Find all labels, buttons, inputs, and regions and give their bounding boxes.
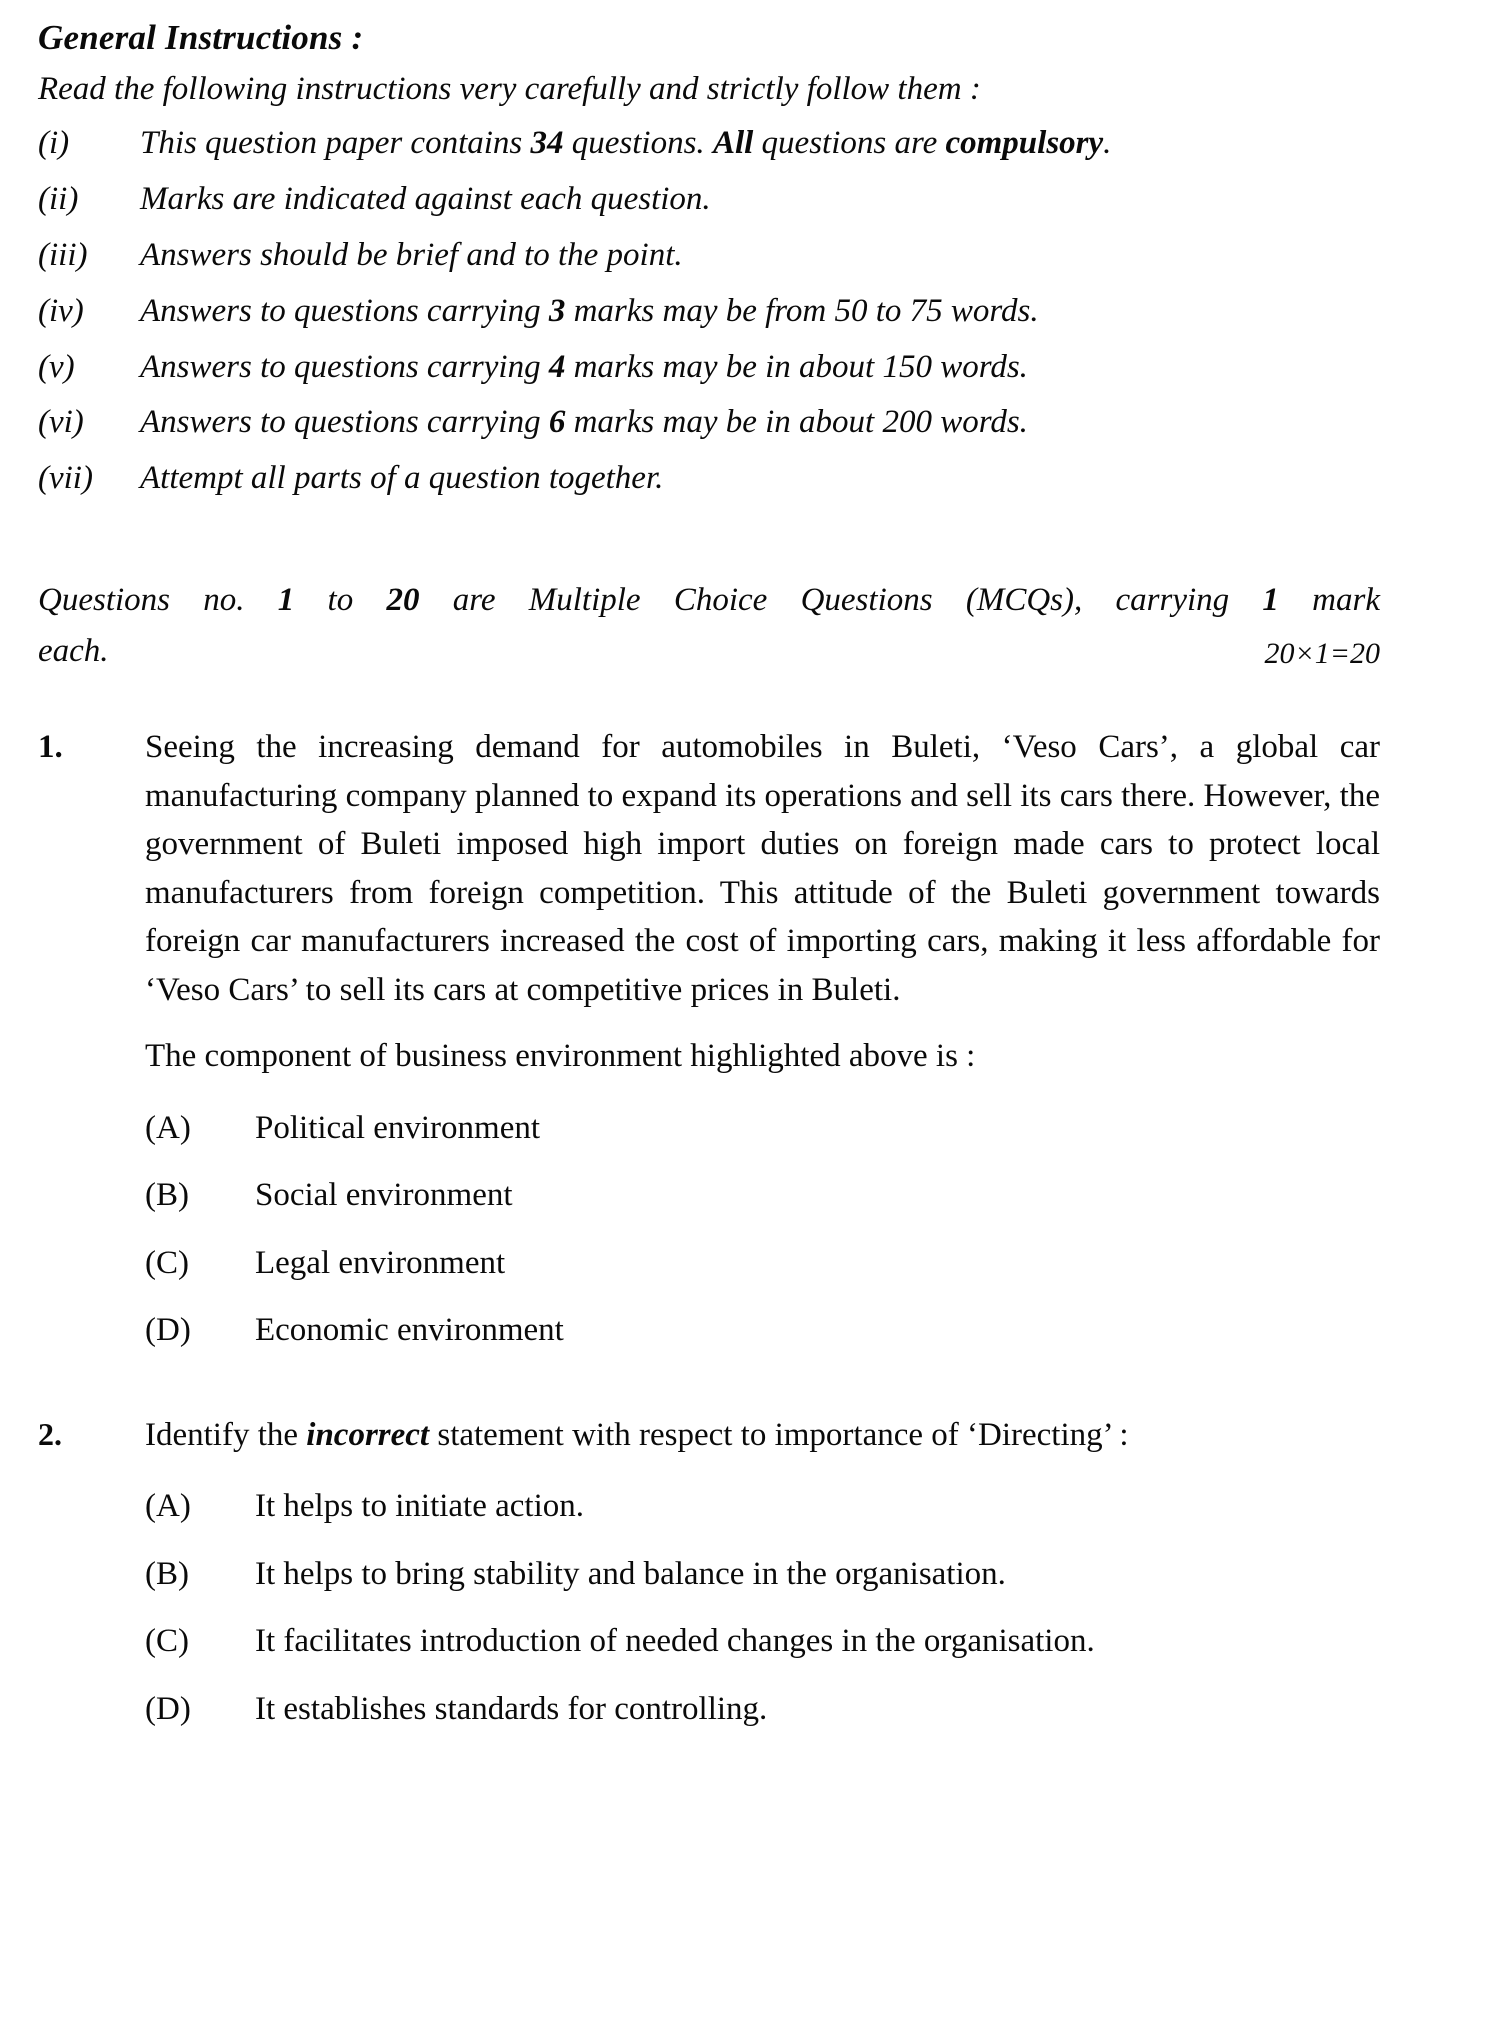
instruction-text: Answers should be brief and to the point. [140, 236, 683, 273]
question-2 [38, 1411, 1380, 1744]
option-label: (C) [145, 1623, 189, 1660]
option-text: It facilitates introduction of needed changes in the organisation. [255, 1623, 1095, 1660]
instruction-text-part: marks may be in about 200 words. [565, 404, 1028, 441]
option-c[interactable] [145, 1230, 1380, 1298]
instruction-text-part: Answers to questions carrying [140, 348, 549, 385]
option-text: It helps to initiate action. [255, 1488, 585, 1525]
options-list [145, 1095, 1380, 1365]
mcq-intro-part: to [294, 582, 387, 619]
option-text: Social environment [255, 1177, 513, 1214]
instruction-text-part: This question paper contains [140, 125, 531, 162]
instruction-item-iv [38, 284, 1380, 340]
mcq-range-end: 20 [386, 582, 420, 619]
question-1 [38, 723, 1380, 1365]
instruction-text: Marks are indicated against each question. [140, 180, 711, 217]
mcq-section-intro [38, 575, 1380, 677]
instruction-item-vii [38, 451, 1380, 507]
general-instructions-heading: General Instructions : [38, 18, 364, 57]
instruction-text-part: questions are [753, 125, 946, 162]
instruction-text [140, 344, 1380, 392]
instruction-text-part: Answers to questions carrying [140, 404, 549, 441]
instruction-emphasis-marks: 4 [548, 348, 566, 385]
option-a[interactable] [145, 1095, 1380, 1163]
option-a[interactable] [145, 1473, 1380, 1541]
option-label: (D) [145, 1690, 191, 1727]
instruction-emphasis-all: All [712, 125, 754, 162]
instruction-item-v [38, 340, 1380, 396]
mcq-intro-line-2: each. [38, 633, 109, 670]
instruction-text [140, 399, 1380, 447]
mcq-intro-part: Questions no. [38, 582, 278, 619]
option-text: It establishes standards for controlling. [255, 1690, 768, 1727]
instruction-marker: (iii) [38, 236, 88, 273]
question-stem-part: statement with respect to importance of ‘Directing’ : [429, 1416, 1129, 1453]
question-number: 2. [38, 1415, 62, 1452]
question-body [145, 1411, 1380, 1744]
instruction-marker: (iv) [38, 292, 84, 329]
option-c[interactable] [145, 1608, 1380, 1676]
option-label: (B) [145, 1177, 189, 1214]
instruction-text: Attempt all parts of a question together. [140, 460, 664, 497]
instruction-text [140, 120, 1380, 168]
instruction-text-part: . [1103, 125, 1112, 162]
question-body [145, 723, 1380, 1365]
question-passage: Seeing the increasing demand for automobiles in Buleti, ‘Veso Cars’, a global car manufacturing company planned to expand its operations and sell its cars there. However, the government of Buleti imposed high import duties on foreign made cars to protect local manufacturers from foreign competition. This attitude of the Buleti government towards foreign car manufacturers increased the cost of importing cars, making it less affordable for ‘Veso Cars’ to sell its cars at competitive prices in Buleti. [145, 729, 1380, 1008]
mcq-mark-value: 1 [1262, 582, 1279, 619]
instruction-marker: (v) [38, 348, 75, 385]
instruction-text [140, 288, 1380, 336]
option-d[interactable] [145, 1676, 1380, 1744]
question-stem-part: Identify the [145, 1416, 307, 1453]
instruction-text-part: marks may be in about 150 words. [565, 348, 1028, 385]
instruction-marker: (vi) [38, 404, 84, 441]
mcq-intro-part: are Multiple Choice Questions (MCQs), carrying [419, 582, 1263, 619]
question-stem: The component of business environment highlighted above is : [145, 1038, 976, 1075]
instruction-marker: (i) [38, 125, 70, 162]
instruction-text-part: Answers to questions carrying [140, 292, 549, 329]
instruction-item-iii [38, 228, 1380, 284]
instruction-marker: (ii) [38, 180, 79, 217]
instruction-text-part: marks may be from 50 to 75 words. [565, 292, 1039, 329]
instruction-emphasis-marks: 6 [548, 404, 566, 441]
question-stem [145, 1411, 1380, 1460]
instruction-item-i [38, 116, 1380, 172]
mcq-range-start: 1 [277, 582, 295, 619]
option-d[interactable] [145, 1297, 1380, 1365]
option-b[interactable] [145, 1541, 1380, 1609]
instruction-marker: (vii) [38, 460, 93, 497]
option-label: (B) [145, 1555, 189, 1592]
instructions-list [38, 116, 1380, 507]
option-text: It helps to bring stability and balance in the organisation. [255, 1555, 1006, 1592]
options-list [145, 1473, 1380, 1743]
mcq-total-marks: 20×1=20 [1264, 636, 1380, 670]
instructions-lead-text: Read the following instructions very carefully and strictly follow them : [38, 71, 981, 108]
option-text: Legal environment [255, 1244, 506, 1281]
instruction-text-part: questions. [563, 125, 713, 162]
option-b[interactable] [145, 1162, 1380, 1230]
instruction-item-ii [38, 172, 1380, 228]
instruction-emphasis-count: 34 [530, 125, 564, 162]
option-text: Political environment [255, 1109, 541, 1146]
option-label: (C) [145, 1244, 189, 1281]
mcq-intro-line-1 [38, 575, 1380, 626]
option-label: (A) [145, 1488, 191, 1525]
option-label: (A) [145, 1109, 191, 1146]
instruction-emphasis-compulsory: compulsory [945, 125, 1104, 162]
option-label: (D) [145, 1312, 191, 1349]
instruction-item-vi [38, 395, 1380, 451]
option-text: Economic environment [255, 1312, 564, 1349]
question-stem-emphasis: incorrect [306, 1416, 430, 1453]
question-number: 1. [38, 729, 63, 766]
mcq-intro-part: mark [1278, 582, 1381, 619]
instruction-emphasis-marks: 3 [548, 292, 566, 329]
